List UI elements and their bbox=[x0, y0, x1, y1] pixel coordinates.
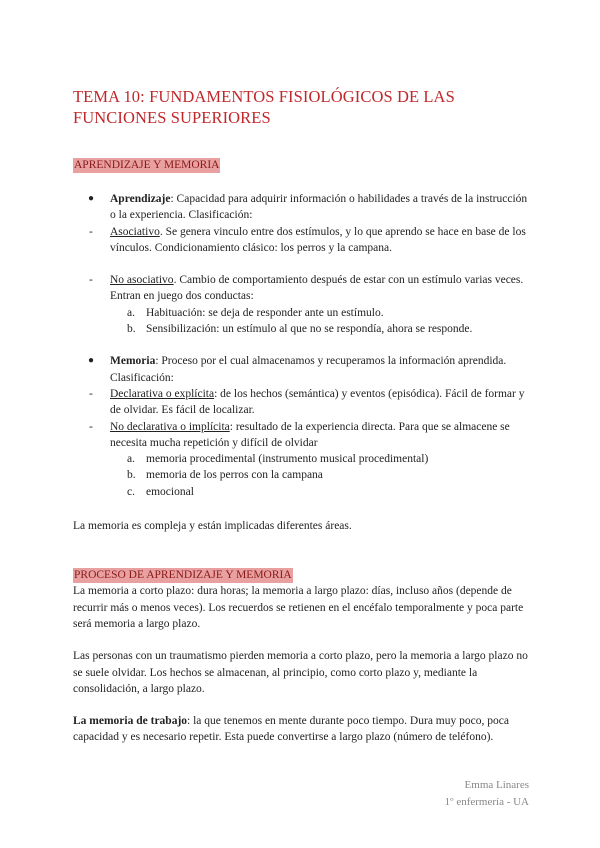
sub-list-item bbox=[73, 451, 529, 467]
paragraph-traumatismo: Las personas con un traumatismo pierden memoria a corto plazo, pero la memoria a largo plazo no se suele olvidar. Los hechos se almacenan, al principio, como corto plazo y, mediante la consolidación, a largo plazo. bbox=[73, 650, 528, 695]
memoria-list bbox=[73, 353, 529, 451]
sub-list-item bbox=[73, 467, 529, 483]
no-asociativo-sublist bbox=[73, 305, 529, 338]
definition-text: . Se genera vinculo entre dos estímulos, y lo que aprendo se hace en base de los vínculos. Condicionamiento clásico: los perros y la campana. bbox=[110, 225, 526, 254]
term-declarativa: Declarativa o explícita bbox=[110, 387, 215, 400]
paragraph-corto-largo-plazo: La memoria a corto plazo: dura horas; la memoria a largo plazo: días, incluso años (depende de recurrir más o menos veces). Los recuerdos se retienen en el encéfalo temporalmente y poca parte será memoria a largo plazo. bbox=[73, 585, 524, 630]
document-page bbox=[73, 86, 529, 746]
spacer bbox=[73, 256, 529, 272]
definition-text: . Cambio de comportamiento después de estar con un estímulo varias veces. Entran en juego dos conductas: bbox=[110, 274, 524, 303]
no-declarativa-sublist bbox=[73, 451, 529, 500]
aprendizaje-list bbox=[73, 191, 529, 256]
term-asociativo: Asociativo bbox=[110, 225, 160, 238]
term-no-asociativo: No asociativo bbox=[110, 274, 174, 287]
term-memoria: Memoria bbox=[110, 355, 156, 368]
page-title: TEMA 10: FUNDAMENTOS FISIOLÓGICOS DE LAS FUNCIONES SUPERIORES bbox=[73, 87, 455, 127]
sub-marker: a. bbox=[127, 306, 135, 319]
definition-text: : la que tenemos en mente durante poco tiempo. Dura muy poco, poca capacidad y es necesario repetir. Esta puede convertirse a largo plazo (número de teléfono). bbox=[73, 715, 509, 744]
spacer bbox=[73, 632, 529, 648]
list-item bbox=[73, 224, 529, 257]
spacer bbox=[73, 534, 529, 565]
term-aprendizaje: Aprendizaje bbox=[110, 193, 171, 205]
dash-icon: - bbox=[89, 274, 93, 287]
sub-marker: b. bbox=[127, 323, 136, 336]
page-footer bbox=[445, 777, 529, 811]
list-item bbox=[73, 419, 529, 452]
sub-list-item bbox=[73, 321, 529, 337]
list-item bbox=[73, 272, 529, 305]
paragraph-memoria-trabajo bbox=[73, 713, 529, 746]
list-item bbox=[73, 386, 529, 419]
dash-icon: - bbox=[89, 387, 93, 400]
no-asociativo-list bbox=[73, 272, 529, 305]
spacer bbox=[73, 500, 529, 518]
definition-text: : Proceso por el cual almacenamos y recuperamos la información aprendida. Clasificación: bbox=[110, 355, 507, 384]
spacer bbox=[73, 697, 529, 713]
section-heading-aprendizaje-memoria: APRENDIZAJE Y MEMORIA bbox=[74, 159, 220, 171]
list-item bbox=[73, 353, 529, 386]
sub-list-item bbox=[73, 484, 529, 500]
list-item bbox=[73, 191, 529, 224]
sub-marker: a. bbox=[127, 453, 135, 466]
footer-course: 1º enfermería - UA bbox=[444, 796, 529, 808]
section-heading-proceso: PROCESO DE APRENDIZAJE Y MEMORIA bbox=[74, 569, 292, 582]
definition-text: : resultado de la experiencia directa. Para que se almacene se necesita mucha repetición y difícil de olvidar bbox=[110, 420, 510, 449]
sub-list-item bbox=[73, 305, 529, 321]
closing-paragraph: La memoria es compleja y están implicadas diferentes áreas. bbox=[73, 520, 352, 533]
footer-author: Emma Linares bbox=[464, 779, 529, 791]
dash-icon: - bbox=[89, 420, 93, 433]
sub-marker: b. bbox=[127, 469, 136, 482]
sub-text: memoria procedimental (instrumento musical procedimental) bbox=[146, 453, 429, 466]
sub-marker: c. bbox=[127, 485, 135, 498]
sub-text: memoria de los perros con la campana bbox=[146, 469, 323, 482]
bullet-dot-icon: ● bbox=[88, 355, 95, 367]
term-no-declarativa: No declarativa o implícita bbox=[110, 420, 230, 433]
sub-text: Sensibilización: un estímulo al que no se respondía, ahora se responde. bbox=[146, 323, 473, 336]
term-memoria-trabajo: La memoria de trabajo bbox=[73, 715, 188, 728]
definition-text: : Capacidad para adquirir información o habilidades a través de la instrucción o la experiencia. Clasificación: bbox=[110, 193, 528, 222]
dash-icon: - bbox=[89, 225, 93, 238]
sub-text: emocional bbox=[146, 485, 194, 498]
bullet-dot-icon: ● bbox=[88, 193, 95, 204]
spacer bbox=[73, 337, 529, 353]
sub-text: Habituación: se deja de responder ante un estímulo. bbox=[146, 306, 384, 319]
definition-text: : de los hechos (semántica) y eventos (episódica). Fácil de formar y de olvidar. Es fácil de localizar. bbox=[110, 387, 525, 417]
